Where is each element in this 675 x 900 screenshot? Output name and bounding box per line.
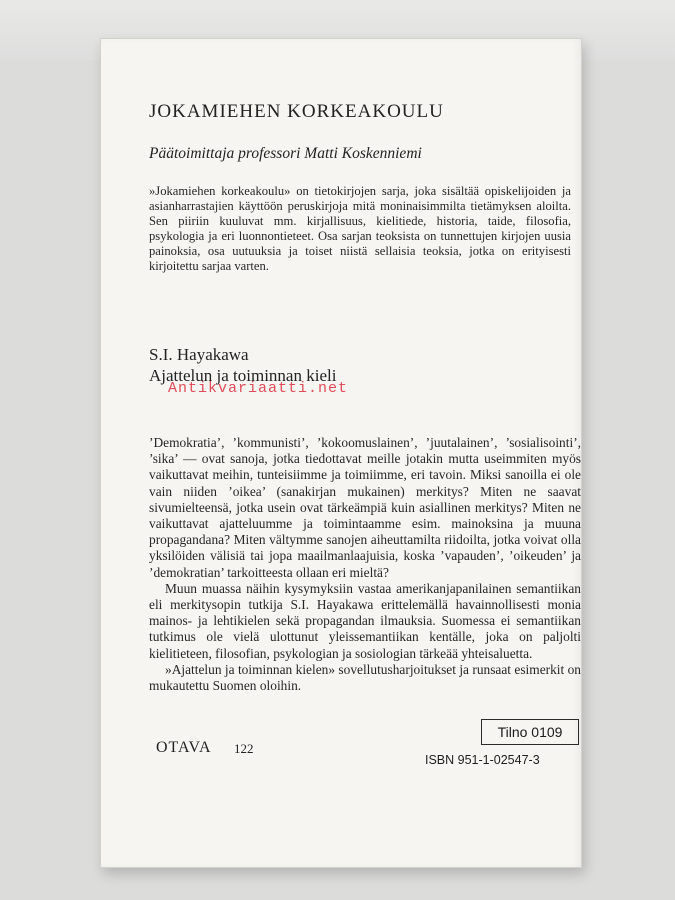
isbn: ISBN 951-1-02547-3 (425, 753, 540, 767)
blurb-text (149, 435, 581, 694)
book-title: Ajattelun ja toiminnan kieli (149, 366, 337, 385)
publisher-name: OTAVA (156, 739, 212, 756)
blurb-paragraph: ’Demokratia’, ’kommunisti’, ’kokoomuslainen’, ’juutalainen’, ’sosialisointi’, ’sika’ — ovat sanoja, jotka tiedottavat meille jotakin mutta useimmiten myös vaikuttavat meihin, tunteisiimme ja toimiimme, eri tavoin. Miksi sanoilla ei ole vain niiden ’oikea’ (sanakirjan mukainen) merkitys? Miten ne saavat sivumielteensä, jotka usein ovat tärkeämpiä kuin asiallinen merkitys? Miten ne vaikuttavat ajatteluumme ja toimintaamme esim. mainoksina ja muuna propagandana? Miten vältymme sanojen aiheuttamilta riidoilta, jotka voivat olla yksilöiden välisiä tai jopa maailmanlaajuisia, koska ’vapauden’, ’oikeuden’ ja ’demokratian’ tarkoitteesta ollaan eri mieltä? (149, 435, 581, 580)
series-description: »Jokamiehen korkeakoulu» on tietokirjojen sarja, joka sisältää opiskelijoiden ja asianharrastajien käyttöön peruskirjoja mitä moninaisimmilta tietämyksen aloilta. Sen piiriin kuuluvat mm. kirjallisuus, kielitiede, historia, taide, filosofia, psykologia ja eri luonnontieteet. Osa sarjan teoksista on tunnettujen kirjojen uusia painoksia, osa uutuuksia ja toiset niistä sellaisia teoksia, jotka on erityisesti kirjoitettu sarjaa varten. (149, 184, 571, 273)
author-name: S.I. Hayakawa (149, 345, 249, 364)
blurb-paragraph: »Ajattelun ja toiminnan kielen» sovellutusharjoitukset ja runsaat esimerkit on mukautettu Suomen oloihin. (149, 661, 581, 694)
book-back-cover (100, 38, 582, 868)
blurb-paragraph: Muun muassa näihin kysymyksiin vastaa amerikanjapanilainen semantiikan eli merkitysopin tutkija S.I. Hayakawa erittelemällä havainnollisesti monia mainos- ja lehtikielen sekä propagandan ilmauksia. Suomessa ei semantiikan tutkimus ole vielä ulottunut yleissemantiikan kentälle, joka on paljolti kielitieteen, filosofian, psykologian ja sosiologian tärkeää yhteisaluetta. (149, 580, 581, 661)
watermark-text: Antikvariaatti.net (168, 380, 349, 397)
series-title: JOKAMIEHEN KORKEAKOULU (149, 101, 444, 122)
publisher-series-number: 122 (234, 741, 254, 756)
order-number-box: Tilno 0109 (481, 719, 579, 745)
editor-line: Päätoimittaja professori Matti Koskenniemi (149, 145, 422, 162)
